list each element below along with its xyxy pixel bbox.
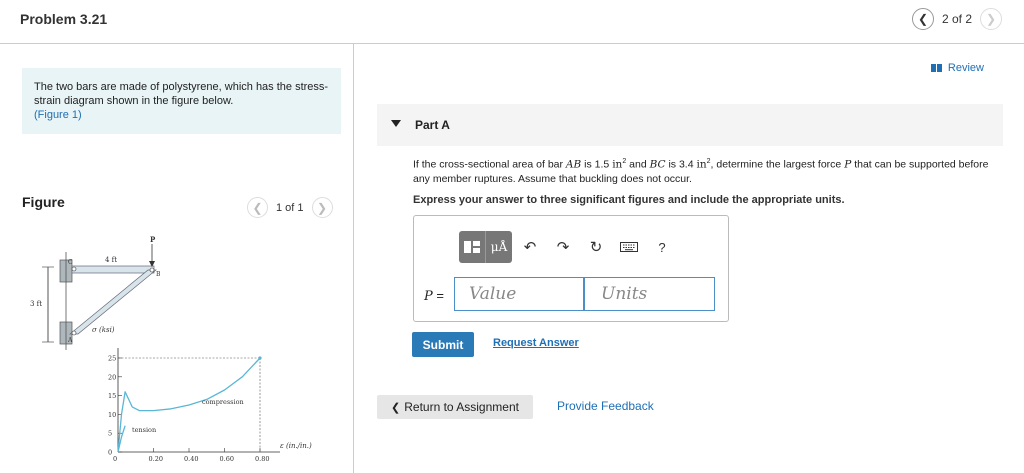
area-bc-text: is 3.4 — [668, 158, 694, 171]
review-link[interactable] — [931, 62, 984, 74]
next-figure-button[interactable] — [312, 197, 333, 218]
intro-text: The two bars are made of polystyrene, which has the stress-strain diagram shown in the figure below. — [34, 81, 329, 107]
help-button[interactable] — [647, 231, 677, 263]
rupture-point — [258, 356, 261, 359]
return-to-assignment-button[interactable] — [377, 395, 533, 419]
keyboard-button[interactable] — [614, 231, 644, 263]
question-and: and — [629, 158, 647, 171]
figure-pager — [247, 197, 333, 218]
area-ab-text: is 1.5 — [584, 158, 610, 171]
force-symbol: P — [844, 158, 852, 171]
keyboard-icon — [620, 242, 638, 252]
answer-label — [424, 288, 444, 304]
chevron-left-icon: ❮ — [391, 401, 401, 414]
redo-button[interactable] — [548, 231, 578, 263]
problem-title: Problem 3.21 — [20, 11, 108, 27]
submit-button[interactable]: Submit — [412, 332, 474, 357]
book-icon — [931, 64, 942, 72]
header-bar — [0, 0, 1024, 44]
caret-down-icon — [391, 120, 401, 127]
chevron-right-icon: ❯ — [985, 12, 997, 26]
problem-pager-text: 2 of 2 — [941, 12, 972, 26]
answer-equals: = — [432, 288, 444, 303]
problem-pager — [912, 8, 1002, 30]
chevron-right-icon: ❯ — [317, 200, 328, 215]
part-a-header[interactable] — [377, 104, 1003, 146]
templates-button[interactable] — [459, 231, 485, 263]
figure-link[interactable]: (Figure 1) — [34, 109, 82, 121]
review-label: Review — [947, 62, 984, 74]
part-a-label: Part A — [415, 118, 450, 132]
reset-button[interactable] — [581, 231, 611, 263]
dim-vertical-label: 3 ft — [30, 300, 43, 308]
units-placeholder: Units — [601, 284, 648, 304]
bar-bc-symbol: BC — [649, 158, 666, 171]
figure-heading: Figure — [22, 194, 65, 210]
request-answer-link[interactable]: Request Answer — [493, 337, 579, 349]
chart-x-label: ε (in./in.) — [280, 442, 312, 450]
units-symbol-button[interactable] — [485, 231, 512, 263]
prev-problem-button[interactable] — [912, 8, 934, 30]
bar-ab-symbol: AB — [565, 158, 582, 171]
y-tick-label: 15 — [108, 392, 117, 401]
next-problem-button[interactable] — [980, 8, 1002, 30]
templates-icon — [463, 239, 481, 255]
question-pre: If the cross-sectional area of bar — [413, 158, 563, 171]
x-tick-label: 0 — [113, 455, 118, 463]
area-bc-unit: in — [696, 158, 707, 171]
question-mid: , determine the largest force — [710, 158, 842, 171]
y-tick-label: 10 — [108, 410, 117, 419]
y-tick-label: 20 — [108, 373, 117, 382]
figure-pager-text: 1 of 1 — [276, 201, 304, 214]
area-bc-exp: 2 — [706, 158, 711, 165]
template-group — [459, 231, 512, 263]
figure-image — [30, 230, 330, 466]
mu-angstrom-icon: μÅ — [490, 240, 508, 254]
help-icon: ? — [658, 239, 666, 255]
load-label: P — [150, 235, 156, 244]
undo-icon: ↶ — [523, 239, 537, 256]
tension-label: tension — [132, 426, 157, 434]
value-placeholder: Value — [469, 284, 517, 304]
x-tick-label: 0.60 — [219, 455, 234, 463]
chevron-left-icon: ❮ — [917, 12, 928, 26]
question-post: that can be supported before any member ruptures. Assume that buckling does not occur. — [413, 158, 989, 185]
prev-figure-button[interactable] — [247, 197, 268, 218]
area-ab-unit: in — [612, 158, 623, 171]
y-tick-label: 0 — [108, 448, 113, 457]
stress-strain-chart — [92, 326, 312, 463]
joint-a-label: A — [68, 337, 73, 344]
x-tick-label: 0.40 — [184, 455, 199, 463]
pane-divider — [353, 44, 354, 473]
undo-button[interactable] — [515, 231, 545, 263]
y-tick-label: 5 — [108, 429, 113, 438]
answer-box — [413, 215, 729, 322]
x-tick-label: 0.80 — [255, 455, 270, 463]
compression-label: compression — [202, 398, 244, 406]
value-input[interactable] — [454, 277, 584, 311]
reset-icon: ↻ — [589, 239, 603, 256]
bar-bc — [72, 266, 154, 273]
problem-intro — [22, 68, 341, 134]
area-ab-exp: 2 — [622, 158, 627, 165]
y-tick-label: 25 — [108, 354, 117, 363]
redo-icon: ↷ — [556, 239, 570, 256]
dim-horizontal-label: 4 ft — [105, 256, 118, 264]
math-toolbar — [459, 231, 677, 263]
chevron-left-icon: ❮ — [252, 200, 263, 215]
return-label: Return to Assignment — [404, 400, 519, 414]
joint-c-label: C — [68, 259, 73, 266]
bar-ab — [70, 270, 156, 334]
question-text — [413, 155, 993, 186]
answer-instruction: Express your answer to three significant figures and include the appropriate units. — [413, 194, 845, 206]
answer-variable: P — [424, 289, 433, 304]
joint-b-label: B — [156, 271, 161, 278]
provide-feedback-link[interactable]: Provide Feedback — [557, 399, 654, 413]
units-input[interactable] — [584, 277, 715, 311]
x-tick-label: 0.20 — [148, 455, 163, 463]
chart-y-label: σ (ksi) — [92, 326, 115, 334]
